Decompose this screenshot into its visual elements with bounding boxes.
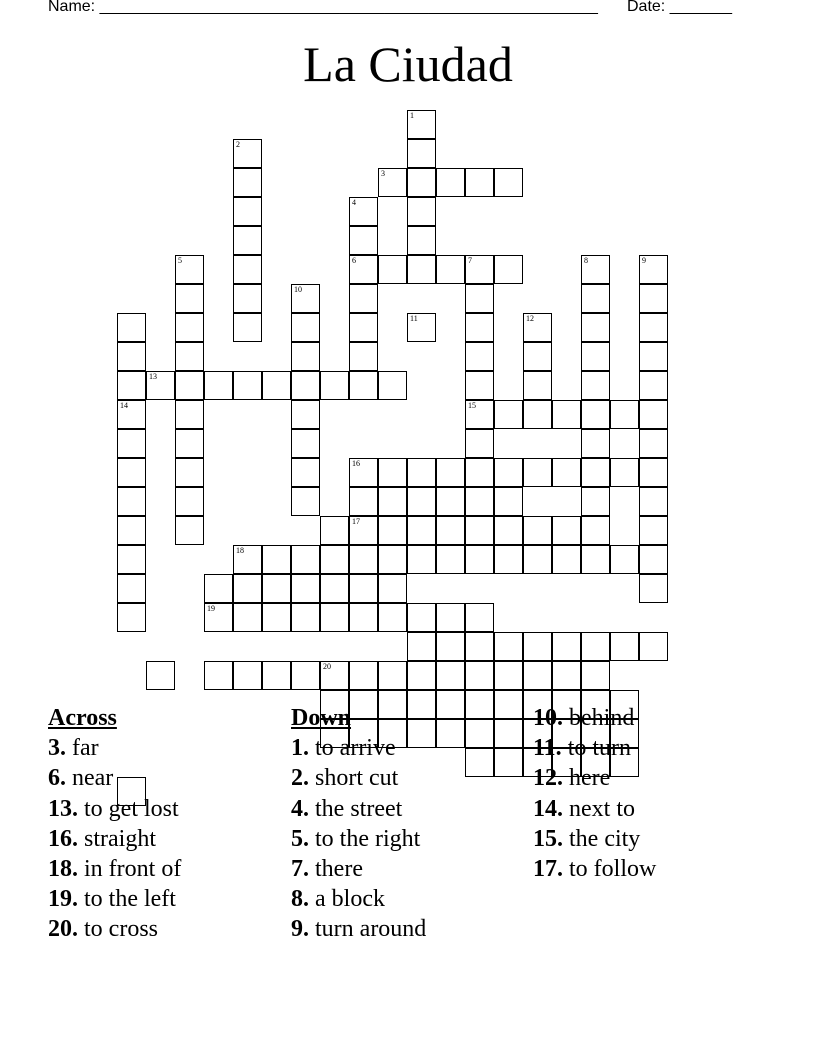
clue-item <box>48 733 181 763</box>
crossword-cell[interactable] <box>465 255 494 284</box>
crossword-cell[interactable] <box>552 545 581 574</box>
clue-item-number: 4. <box>291 795 309 822</box>
crossword-cell[interactable] <box>349 574 378 603</box>
crossword-cell[interactable] <box>291 371 320 400</box>
crossword-cell[interactable] <box>407 603 436 632</box>
clue-item-number: 8. <box>291 886 309 913</box>
clue-item-number: 10. <box>533 705 563 731</box>
crossword-cell[interactable] <box>552 516 581 545</box>
crossword-cell[interactable] <box>494 400 523 429</box>
clue-number: 2 <box>236 140 240 149</box>
clue-item <box>291 824 426 854</box>
crossword-cell[interactable] <box>465 400 494 429</box>
crossword-cell[interactable] <box>436 603 465 632</box>
crossword-cell[interactable] <box>494 516 523 545</box>
crossword-cell[interactable] <box>407 168 436 197</box>
crossword-cell[interactable] <box>349 226 378 255</box>
crossword-cell[interactable] <box>523 342 552 371</box>
clue-item-text: straight <box>84 825 156 852</box>
clue-item-text: short cut <box>315 765 399 792</box>
crossword-cell[interactable] <box>552 661 581 690</box>
crossword-cell[interactable] <box>494 719 523 748</box>
crossword-cell[interactable] <box>465 603 494 632</box>
crossword-cell[interactable] <box>233 226 262 255</box>
crossword-cell[interactable] <box>349 516 378 545</box>
clue-item-text: a block <box>315 886 385 913</box>
clue-item-number: 6. <box>48 765 66 792</box>
crossword-cell[interactable] <box>320 603 349 632</box>
crossword-cell[interactable] <box>320 545 349 574</box>
clue-item <box>291 914 426 944</box>
crossword-cell[interactable] <box>407 255 436 284</box>
clue-item-text: to turn <box>567 735 632 762</box>
crossword-cell[interactable] <box>407 110 436 139</box>
clue-item <box>291 794 426 824</box>
crossword-cell[interactable] <box>581 661 610 690</box>
crossword-cell[interactable] <box>581 313 610 342</box>
clue-item-number: 12. <box>533 765 563 792</box>
crossword-cell[interactable] <box>233 574 262 603</box>
clue-item-number: 14. <box>533 795 563 822</box>
crossword-cell[interactable] <box>175 371 204 400</box>
clue-number: 20 <box>323 662 331 671</box>
crossword-cell[interactable] <box>291 313 320 342</box>
clue-item-text: next to <box>569 795 635 822</box>
crossword-cell[interactable] <box>581 371 610 400</box>
crossword-cell[interactable] <box>175 255 204 284</box>
crossword-cell[interactable] <box>204 661 233 690</box>
crossword-cell[interactable] <box>117 545 146 574</box>
clue-number: 13 <box>149 372 157 381</box>
clue-item-text: in front of <box>84 856 182 883</box>
crossword-cell[interactable] <box>320 574 349 603</box>
crossword-cell[interactable] <box>117 603 146 632</box>
clue-number: 5 <box>178 256 182 265</box>
crossword-cell[interactable] <box>262 574 291 603</box>
crossword-cell[interactable] <box>349 458 378 487</box>
clue-item-number: 15. <box>533 825 563 852</box>
crossword-cell[interactable] <box>320 371 349 400</box>
crossword-cell[interactable] <box>378 574 407 603</box>
crossword-cell[interactable] <box>465 284 494 313</box>
name-line: Name: ________________________________________________________ <box>48 0 598 15</box>
crossword-cell[interactable] <box>523 632 552 661</box>
crossword-cell[interactable] <box>291 342 320 371</box>
crossword-cell[interactable] <box>407 545 436 574</box>
crossword-cell[interactable] <box>494 661 523 690</box>
crossword-cell[interactable] <box>233 603 262 632</box>
clue-item-number: 1. <box>291 735 309 762</box>
crossword-cell[interactable] <box>465 429 494 458</box>
crossword-cell[interactable] <box>117 458 146 487</box>
crossword-cell[interactable] <box>465 661 494 690</box>
crossword-cell[interactable] <box>349 342 378 371</box>
crossword-cell[interactable] <box>407 139 436 168</box>
clue-number: 18 <box>236 546 244 555</box>
crossword-cell[interactable] <box>204 603 233 632</box>
crossword-cell[interactable] <box>639 429 668 458</box>
crossword-cell[interactable] <box>117 574 146 603</box>
crossword-cell[interactable] <box>175 458 204 487</box>
clue-item <box>533 854 656 884</box>
crossword-cell[interactable] <box>610 632 639 661</box>
crossword-cell[interactable] <box>465 748 494 777</box>
crossword-cell[interactable] <box>233 139 262 168</box>
crossword-cell[interactable] <box>117 487 146 516</box>
crossword-cell[interactable] <box>436 690 465 719</box>
clue-item-number: 7. <box>291 856 309 883</box>
crossword-cell[interactable] <box>494 690 523 719</box>
clue-item-text: far <box>72 735 99 762</box>
clue-number: 16 <box>352 459 360 468</box>
crossword-cell[interactable] <box>639 255 668 284</box>
crossword-cell[interactable] <box>233 168 262 197</box>
clue-item-number: 20. <box>48 916 78 943</box>
crossword-cell[interactable] <box>378 545 407 574</box>
crossword-cell[interactable] <box>349 197 378 226</box>
clue-number: 7 <box>468 256 472 265</box>
clue-item-text: to get lost <box>84 795 179 822</box>
down-clue-list <box>291 733 426 944</box>
crossword-cell[interactable] <box>407 313 436 342</box>
clue-item <box>48 914 181 944</box>
crossword-cell[interactable] <box>233 284 262 313</box>
clue-item <box>48 854 181 884</box>
crossword-cell[interactable] <box>494 748 523 777</box>
crossword-cell[interactable] <box>494 487 523 516</box>
crossword-cell[interactable] <box>523 371 552 400</box>
crossword-cell[interactable] <box>349 603 378 632</box>
clue-number: 19 <box>207 604 215 613</box>
crossword-cell[interactable] <box>378 255 407 284</box>
clue-item <box>533 824 656 854</box>
clue-item-number: 18. <box>48 856 78 883</box>
crossword-cell[interactable] <box>581 632 610 661</box>
crossword-cell[interactable] <box>494 545 523 574</box>
crossword-cell[interactable] <box>233 255 262 284</box>
clue-item-text: to the right <box>315 825 421 852</box>
crossword-cell[interactable] <box>233 545 262 574</box>
crossword-cell[interactable] <box>639 371 668 400</box>
crossword-cell[interactable] <box>639 574 668 603</box>
crossword-cell[interactable] <box>639 632 668 661</box>
clue-number: 17 <box>352 517 360 526</box>
crossword-cell[interactable] <box>581 429 610 458</box>
crossword-cell[interactable] <box>523 313 552 342</box>
clue-item-number: 17. <box>533 856 563 883</box>
crossword-cell[interactable] <box>204 371 233 400</box>
crossword-cell[interactable] <box>378 516 407 545</box>
clue-number: 10 <box>294 285 302 294</box>
crossword-cell[interactable] <box>146 661 175 690</box>
clue-number: 6 <box>352 256 356 265</box>
crossword-cell[interactable] <box>494 255 523 284</box>
crossword-cell[interactable] <box>349 371 378 400</box>
crossword-cell[interactable] <box>262 545 291 574</box>
clue-item-text: there <box>315 856 363 883</box>
crossword-cell[interactable] <box>291 603 320 632</box>
clue-number: 1 <box>410 111 414 120</box>
crossword-cell[interactable] <box>639 458 668 487</box>
crossword-cell[interactable] <box>610 458 639 487</box>
date-line: Date: _______ <box>627 0 732 15</box>
crossword-cell[interactable] <box>639 516 668 545</box>
clue-item-text: to the left <box>84 886 176 913</box>
clue-item-text: the city <box>569 825 641 852</box>
crossword-cell[interactable] <box>639 342 668 371</box>
clue-item <box>48 763 181 793</box>
clue-item <box>291 884 426 914</box>
crossword-cell[interactable] <box>349 284 378 313</box>
crossword-cell[interactable] <box>291 661 320 690</box>
across-heading: Across <box>48 705 117 731</box>
crossword-cell[interactable] <box>436 516 465 545</box>
crossword-cell[interactable] <box>378 371 407 400</box>
clue-item <box>48 824 181 854</box>
crossword-cell[interactable] <box>436 661 465 690</box>
crossword-cell[interactable] <box>320 661 349 690</box>
crossword-cell[interactable] <box>581 342 610 371</box>
crossword-cell[interactable] <box>378 661 407 690</box>
crossword-cell[interactable] <box>523 458 552 487</box>
clue-number: 14 <box>120 401 128 410</box>
crossword-cell[interactable] <box>117 516 146 545</box>
clue-item-text: to arrive <box>315 735 396 762</box>
clue-item-text: turn around <box>315 916 427 943</box>
crossword-cell[interactable] <box>349 661 378 690</box>
crossword-cell[interactable] <box>407 458 436 487</box>
crossword-cell[interactable] <box>117 371 146 400</box>
crossword-cell[interactable] <box>523 545 552 574</box>
crossword-cell[interactable] <box>465 168 494 197</box>
crossword-cell[interactable] <box>436 168 465 197</box>
crossword-cell[interactable] <box>639 313 668 342</box>
clue-number: 3 <box>381 169 385 178</box>
crossword-cell[interactable] <box>639 487 668 516</box>
crossword-cell[interactable] <box>146 371 175 400</box>
crossword-cell[interactable] <box>291 545 320 574</box>
clue-item-text: behind <box>569 705 635 731</box>
crossword-cell[interactable] <box>407 197 436 226</box>
down-heading: Down <box>291 705 352 731</box>
crossword-cell[interactable] <box>581 400 610 429</box>
crossword-cell[interactable] <box>436 545 465 574</box>
crossword-cell[interactable] <box>436 487 465 516</box>
clue-item-number: 11. <box>533 735 562 762</box>
clue-number: 4 <box>352 198 356 207</box>
clue-item <box>48 794 181 824</box>
clue-item <box>533 763 656 793</box>
crossword-cell[interactable] <box>465 487 494 516</box>
clue-number: 12 <box>526 314 534 323</box>
crossword-cell[interactable] <box>378 487 407 516</box>
clue-item <box>291 763 426 793</box>
crossword-cell[interactable] <box>523 661 552 690</box>
clue-item-number: 13. <box>48 795 78 822</box>
crossword-cell[interactable] <box>233 197 262 226</box>
crossword-cell[interactable] <box>262 603 291 632</box>
clue-item-text: the street <box>315 795 403 822</box>
crossword-cell[interactable] <box>494 632 523 661</box>
clue-item-number: 5. <box>291 825 309 852</box>
crossword-cell[interactable] <box>117 429 146 458</box>
crossword-cell[interactable] <box>465 313 494 342</box>
crossword-cell[interactable] <box>552 458 581 487</box>
clue-item-text: near <box>72 765 114 792</box>
crossword-cell[interactable] <box>378 458 407 487</box>
crossword-cell[interactable] <box>407 632 436 661</box>
crossword-cell[interactable] <box>581 516 610 545</box>
clue-item-number: 9. <box>291 916 309 943</box>
crossword-cell[interactable] <box>175 516 204 545</box>
crossword-cell[interactable] <box>175 429 204 458</box>
page-title: La Ciudad <box>303 36 513 92</box>
crossword-cell[interactable] <box>639 545 668 574</box>
clue-number: 11 <box>410 314 418 323</box>
crossword-cell[interactable] <box>233 371 262 400</box>
crossword-cell[interactable] <box>465 342 494 371</box>
clue-item-number: 16. <box>48 825 78 852</box>
crossword-cell[interactable] <box>465 545 494 574</box>
crossword-cell[interactable] <box>639 284 668 313</box>
crossword-cell[interactable] <box>465 516 494 545</box>
clue-number: 8 <box>584 256 588 265</box>
crossword-cell[interactable] <box>378 168 407 197</box>
crossword-cell[interactable] <box>465 690 494 719</box>
crossword-cell[interactable] <box>291 429 320 458</box>
crossword-cell[interactable] <box>407 516 436 545</box>
crossword-cell[interactable] <box>552 632 581 661</box>
down-clues <box>291 703 426 945</box>
clue-item <box>48 884 181 914</box>
crossword-cell[interactable] <box>465 371 494 400</box>
crossword-cell[interactable] <box>117 313 146 342</box>
crossword-cell[interactable] <box>436 719 465 748</box>
crossword-cell[interactable] <box>610 545 639 574</box>
crossword-cell[interactable] <box>349 545 378 574</box>
crossword-cell[interactable] <box>407 661 436 690</box>
crossword-cell[interactable] <box>581 255 610 284</box>
clue-item-number: 19. <box>48 886 78 913</box>
crossword-cell[interactable] <box>291 284 320 313</box>
down-clue-list-continued <box>533 703 656 884</box>
crossword-cell[interactable] <box>494 168 523 197</box>
crossword-cell[interactable] <box>349 255 378 284</box>
crossword-cell[interactable] <box>552 400 581 429</box>
clue-item <box>533 794 656 824</box>
crossword-cell[interactable] <box>117 400 146 429</box>
crossword-cell[interactable] <box>291 400 320 429</box>
crossword-cell[interactable] <box>175 342 204 371</box>
clue-item <box>291 733 426 763</box>
crossword-cell[interactable] <box>349 487 378 516</box>
crossword-cell[interactable] <box>436 458 465 487</box>
crossword-cell[interactable] <box>378 603 407 632</box>
clue-item-text: to cross <box>84 916 158 943</box>
across-clues <box>48 703 181 945</box>
crossword-cell[interactable] <box>291 574 320 603</box>
clue-item-text: here <box>569 765 611 792</box>
crossword-cell[interactable] <box>581 487 610 516</box>
crossword-cell[interactable] <box>117 342 146 371</box>
crossword-cell[interactable] <box>262 661 291 690</box>
crossword-cell[interactable] <box>581 284 610 313</box>
crossword-cell[interactable] <box>465 458 494 487</box>
down-clues-continued <box>533 703 656 884</box>
crossword-cell[interactable] <box>639 400 668 429</box>
crossword-cell[interactable] <box>581 458 610 487</box>
crossword-cell[interactable] <box>610 400 639 429</box>
crossword-cell[interactable] <box>175 313 204 342</box>
clue-item-text: to follow <box>569 856 657 883</box>
crossword-cell[interactable] <box>581 545 610 574</box>
clue-item-number: 2. <box>291 765 309 792</box>
crossword-cell[interactable] <box>233 661 262 690</box>
clue-number: 9 <box>642 256 646 265</box>
clue-item <box>533 733 656 763</box>
crossword-cell[interactable] <box>407 226 436 255</box>
across-clue-list <box>48 733 181 944</box>
crossword-cell[interactable] <box>465 719 494 748</box>
crossword-cell[interactable] <box>175 487 204 516</box>
clue-item <box>291 854 426 884</box>
crossword-cell[interactable] <box>175 400 204 429</box>
crossword-cell[interactable] <box>233 313 262 342</box>
crossword-cell[interactable] <box>407 487 436 516</box>
clue-item <box>533 703 656 733</box>
crossword-cell[interactable] <box>523 400 552 429</box>
crossword-cell[interactable] <box>523 516 552 545</box>
crossword-cell[interactable] <box>291 487 320 516</box>
crossword-cell[interactable] <box>349 313 378 342</box>
crossword-cell[interactable] <box>204 574 233 603</box>
crossword-cell[interactable] <box>436 632 465 661</box>
crossword-cell[interactable] <box>291 458 320 487</box>
crossword-cell[interactable] <box>436 255 465 284</box>
clue-item-number: 3. <box>48 735 66 762</box>
crossword-cell[interactable] <box>320 516 349 545</box>
crossword-cell[interactable] <box>175 284 204 313</box>
crossword-cell[interactable] <box>494 458 523 487</box>
crossword-cell[interactable] <box>262 371 291 400</box>
clue-number: 15 <box>468 401 476 410</box>
crossword-cell[interactable] <box>465 632 494 661</box>
